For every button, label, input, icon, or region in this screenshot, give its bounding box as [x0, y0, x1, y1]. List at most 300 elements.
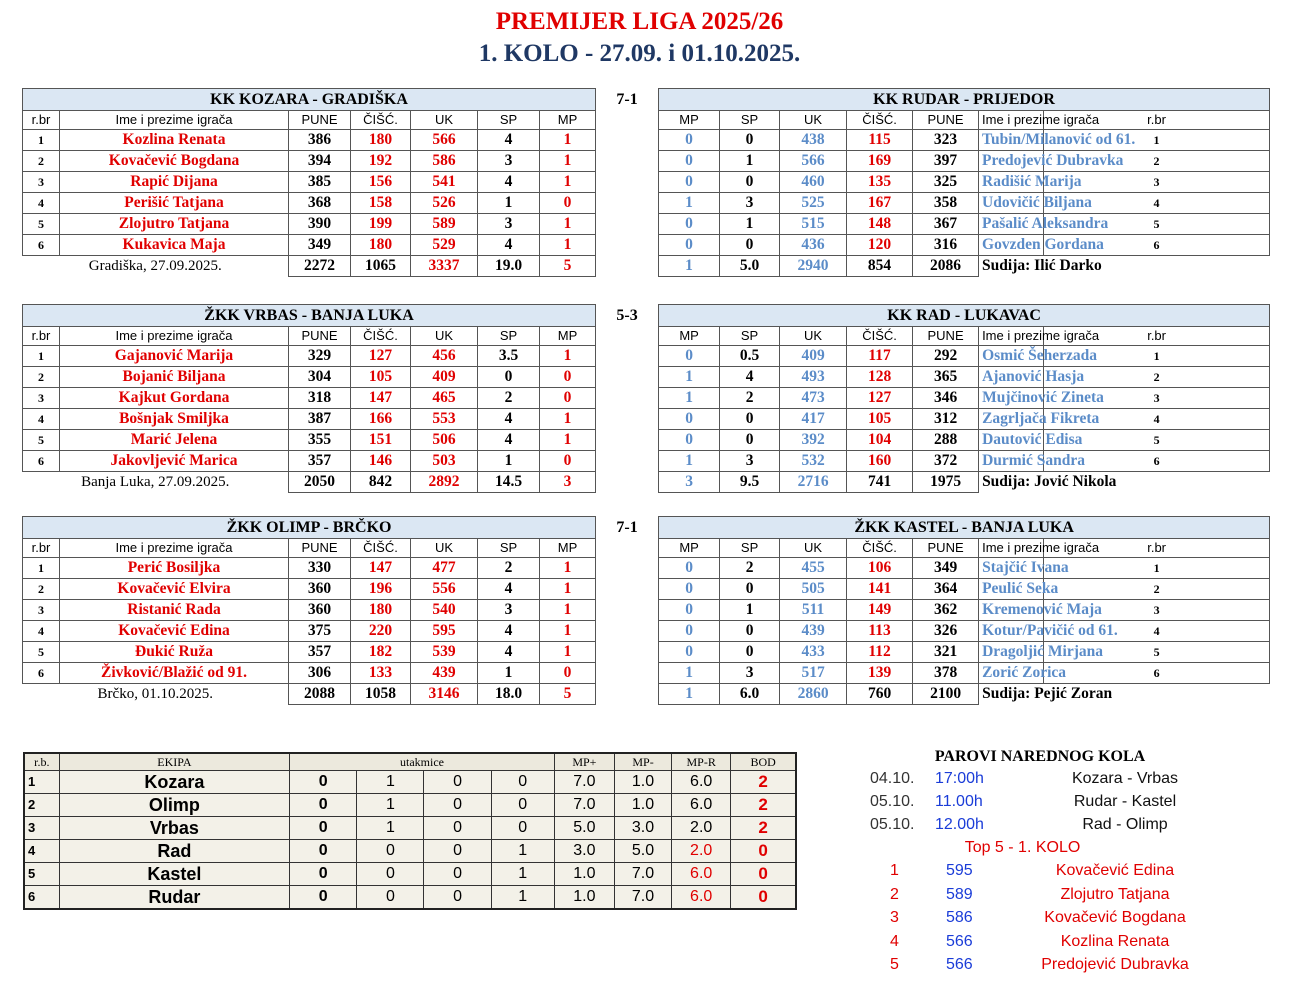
- match-place-date: Brčko, 01.10.2025.: [97, 686, 213, 703]
- pair-time: 12.00h: [935, 816, 984, 833]
- col-header-left: SP: [478, 327, 540, 346]
- match-place-date: Gradiška, 27.09.2025.: [88, 258, 222, 275]
- col-header-right: Ime i prezime igrača: [979, 327, 1044, 346]
- standing-played-3: 0: [424, 794, 491, 817]
- player-number-left: 3: [23, 172, 60, 193]
- total-mp-home: 5: [540, 684, 596, 705]
- match-header: [23, 517, 1308, 539]
- player-name-away: Peulić Seka: [979, 579, 1044, 600]
- total-cisc-home: 1058: [351, 684, 411, 705]
- col-header-left: PUNE: [289, 327, 351, 346]
- sp-home: 3: [478, 151, 540, 172]
- uk-home: 456: [411, 346, 478, 367]
- cisc-home: 156: [351, 172, 411, 193]
- col-header-left: PUNE: [289, 111, 351, 130]
- standing-mp-r: 6.0: [672, 794, 731, 817]
- standing-rank: 5: [24, 863, 59, 886]
- uk-home: 540: [411, 600, 478, 621]
- player-row: [23, 409, 1308, 430]
- mp-away: 1: [659, 388, 720, 409]
- total-sp-home: 18.0: [478, 684, 540, 705]
- standing-mp-minus: 1.0: [614, 771, 671, 794]
- player-row: [23, 558, 1308, 579]
- uk-away: 439: [780, 621, 847, 642]
- pair-date: 04.10.: [870, 770, 915, 787]
- result-spacer: [596, 111, 659, 130]
- player-number-right: 1: [1044, 346, 1270, 367]
- sp-home: 4: [478, 409, 540, 430]
- cisc-home: 127: [351, 346, 411, 367]
- player-number-left: 5: [23, 430, 60, 451]
- total-uk-home: 3146: [411, 684, 478, 705]
- sp-away: 0: [720, 130, 780, 151]
- match-place-date: Banja Luka, 27.09.2025.: [81, 474, 230, 491]
- cisc-home: 180: [351, 130, 411, 151]
- player-number-right: 3: [1044, 388, 1270, 409]
- player-row: [23, 367, 1308, 388]
- player-number-left: 4: [23, 621, 60, 642]
- pune-away: 288: [913, 430, 979, 451]
- col-header-right: SP: [720, 111, 780, 130]
- cisc-home: 199: [351, 214, 411, 235]
- total-cisc-away: 854: [847, 256, 913, 277]
- col-header-right: r.br: [1044, 327, 1270, 346]
- standing-mp-r: 6.0: [672, 863, 731, 886]
- player-name-home: Kajkut Gordana: [60, 388, 289, 409]
- result-spacer: [596, 130, 659, 151]
- standing-rank: 4: [24, 840, 59, 863]
- column-headers: [23, 539, 1308, 558]
- mp-home: 0: [540, 388, 596, 409]
- uk-away: 473: [780, 388, 847, 409]
- result-spacer: [596, 684, 659, 705]
- player-number-left: 2: [23, 151, 60, 172]
- player-number-right: 1: [1044, 558, 1270, 579]
- player-row: [23, 621, 1308, 642]
- col-header-left: SP: [478, 539, 540, 558]
- mp-away: 0: [659, 430, 720, 451]
- uk-away: 438: [780, 130, 847, 151]
- total-cisc-home: 1065: [351, 256, 411, 277]
- mp-home: 1: [540, 642, 596, 663]
- standing-played-2: 1: [357, 771, 424, 794]
- standing-mp-minus: 3.0: [614, 817, 671, 840]
- player-number-right: 3: [1044, 172, 1270, 193]
- match-judge: Sudija: Ilić Darko: [982, 257, 1102, 275]
- result-spacer: [596, 151, 659, 172]
- standing-played-3: 0: [424, 840, 491, 863]
- col-header-right: r.br: [1044, 111, 1270, 130]
- pune-home: 355: [289, 430, 351, 451]
- mp-home: 0: [540, 193, 596, 214]
- match-table: [22, 304, 1308, 493]
- standing-mp-plus: 1.0: [554, 863, 614, 886]
- col-header-right: PUNE: [913, 327, 979, 346]
- standing-played-4: 1: [491, 863, 554, 886]
- next-round-pairs: [860, 770, 1220, 839]
- result-spacer: [596, 214, 659, 235]
- sp-home: 2: [478, 558, 540, 579]
- next-pair: [860, 770, 1220, 793]
- total-mp-home: 5: [540, 256, 596, 277]
- player-name-away: Stajčić Ivana: [979, 558, 1044, 579]
- mp-home: 1: [540, 621, 596, 642]
- sp-home: 4: [478, 430, 540, 451]
- result-spacer: [596, 327, 659, 346]
- col-header-left: MP: [540, 539, 596, 558]
- player-number-right: 6: [1044, 235, 1270, 256]
- cisc-away: 117: [847, 346, 913, 367]
- col-header-right: MP: [659, 327, 720, 346]
- header-mp-r: MP-R: [672, 753, 731, 771]
- result-spacer: [596, 172, 659, 193]
- standing-played-4: 0: [491, 817, 554, 840]
- cisc-away: 120: [847, 235, 913, 256]
- standing-bod: 2: [731, 794, 796, 817]
- cisc-home: 158: [351, 193, 411, 214]
- player-number-right: 6: [1044, 663, 1270, 684]
- mp-home: 1: [540, 151, 596, 172]
- totals-row: [23, 472, 1308, 493]
- top5-score: 586: [946, 909, 973, 926]
- match-result: 7-1: [596, 89, 659, 111]
- sp-away: 1: [720, 151, 780, 172]
- cisc-away: 169: [847, 151, 913, 172]
- pair-match: Kozara - Vrbas: [1071, 770, 1179, 787]
- cisc-home: 196: [351, 579, 411, 600]
- cisc-home: 180: [351, 235, 411, 256]
- top5-name: Kovačević Edina: [1055, 862, 1175, 879]
- home-team-title: ŽKK VRBAS - BANJA LUKA: [23, 305, 596, 327]
- top5-name: Kozlina Renata: [1060, 932, 1170, 950]
- uk-home: 465: [411, 388, 478, 409]
- top5-rank: 4: [890, 932, 899, 950]
- pune-home: 357: [289, 451, 351, 472]
- sp-away: 2: [720, 388, 780, 409]
- total-sp-away: 6.0: [720, 684, 780, 705]
- player-name-home: Kovačević Bogdana: [60, 151, 289, 172]
- pune-home: 349: [289, 235, 351, 256]
- uk-away: 532: [780, 451, 847, 472]
- total-pune-home: 2050: [289, 472, 351, 493]
- col-header-left: r.br: [23, 327, 60, 346]
- player-name-away: Durmić Sandra: [979, 451, 1044, 472]
- uk-home: 539: [411, 642, 478, 663]
- cisc-home: 151: [351, 430, 411, 451]
- uk-away: 409: [780, 346, 847, 367]
- column-headers: [23, 111, 1308, 130]
- cisc-away: 135: [847, 172, 913, 193]
- mp-away: 0: [659, 235, 720, 256]
- total-uk-away: 2716: [780, 472, 847, 493]
- total-uk-home: 2892: [411, 472, 478, 493]
- pune-home: 306: [289, 663, 351, 684]
- header-utakmice: utakmice: [290, 753, 555, 771]
- top5-name: Kovačević Bogdana: [1044, 909, 1186, 926]
- total-cisc-away: 760: [847, 684, 913, 705]
- top5-list: [860, 862, 1220, 980]
- player-name-home: Perišić Tatjana: [60, 193, 289, 214]
- pune-away: 364: [913, 579, 979, 600]
- col-header-right: ČIŠĆ.: [847, 327, 913, 346]
- next-pair: [860, 816, 1220, 839]
- pune-away: 321: [913, 642, 979, 663]
- sp-away: 0: [720, 579, 780, 600]
- sp-home: 4: [478, 130, 540, 151]
- cisc-away: 160: [847, 451, 913, 472]
- total-pune-away: 1975: [913, 472, 979, 493]
- player-number-right: 4: [1044, 621, 1270, 642]
- next-round-title: PAROVI NAREDNOG KOLA: [934, 748, 1146, 765]
- player-name-away: Dautović Edisa: [979, 430, 1044, 451]
- player-number-left: 6: [23, 663, 60, 684]
- total-sp-home: 14.5: [478, 472, 540, 493]
- mp-away: 1: [659, 193, 720, 214]
- mp-home: 1: [540, 214, 596, 235]
- uk-home: 477: [411, 558, 478, 579]
- standing-team: Kastel: [59, 863, 290, 886]
- player-row: [23, 642, 1308, 663]
- uk-away: 392: [780, 430, 847, 451]
- sp-away: 0: [720, 235, 780, 256]
- col-header-left: ČIŠĆ.: [351, 111, 411, 130]
- standing-mp-minus: 7.0: [614, 863, 671, 886]
- player-number-right: 2: [1044, 579, 1270, 600]
- col-header-left: Ime i prezime igrača: [60, 327, 289, 346]
- cisc-away: 104: [847, 430, 913, 451]
- player-name-away: Pašalić Aleksandra: [979, 214, 1044, 235]
- uk-home: 541: [411, 172, 478, 193]
- col-header-left: r.br: [23, 539, 60, 558]
- total-mp-home: 3: [540, 472, 596, 493]
- cisc-away: 115: [847, 130, 913, 151]
- sp-away: 0: [720, 430, 780, 451]
- mp-home: 1: [540, 235, 596, 256]
- cisc-away: 112: [847, 642, 913, 663]
- player-number-left: 2: [23, 367, 60, 388]
- totals-row: [23, 684, 1308, 705]
- pune-away: 362: [913, 600, 979, 621]
- player-name-home: Marić Jelena: [60, 430, 289, 451]
- standing-rank: 2: [24, 794, 59, 817]
- pune-away: 349: [913, 558, 979, 579]
- col-header-left: UK: [411, 327, 478, 346]
- player-name-home: Đukić Ruža: [60, 642, 289, 663]
- player-name-home: Perić Bosiljka: [60, 558, 289, 579]
- standing-played-2: 0: [357, 840, 424, 863]
- away-team-title: KK RUDAR - PRIJEDOR: [659, 89, 1270, 111]
- standing-mp-plus: 7.0: [554, 771, 614, 794]
- pune-home: 318: [289, 388, 351, 409]
- standing-played-1: 0: [290, 840, 357, 863]
- result-spacer: [596, 367, 659, 388]
- col-header-left: r.br: [23, 111, 60, 130]
- page-subtitle: 1. KOLO - 27.09. i 01.10.2025.: [478, 40, 801, 67]
- pune-away: 358: [913, 193, 979, 214]
- player-name-away: Mujčinović Zineta: [979, 388, 1044, 409]
- col-header-right: ČIŠĆ.: [847, 539, 913, 558]
- result-spacer: [596, 472, 659, 493]
- col-header-right: ČIŠĆ.: [847, 111, 913, 130]
- cisc-home: 192: [351, 151, 411, 172]
- player-name-home: Kozlina Renata: [60, 130, 289, 151]
- mp-away: 0: [659, 579, 720, 600]
- uk-away: 517: [780, 663, 847, 684]
- sp-home: 1: [478, 663, 540, 684]
- sp-home: 4: [478, 235, 540, 256]
- standing-played-1: 0: [290, 794, 357, 817]
- mp-home: 0: [540, 663, 596, 684]
- player-name-away: Ajanović Hasja: [979, 367, 1044, 388]
- sp-away: 2: [720, 558, 780, 579]
- next-round-panel: [860, 748, 1220, 980]
- pune-away: 372: [913, 451, 979, 472]
- result-spacer: [596, 621, 659, 642]
- mp-home: 1: [540, 430, 596, 451]
- col-header-right: UK: [780, 539, 847, 558]
- sp-away: 4: [720, 367, 780, 388]
- sp-away: 3: [720, 663, 780, 684]
- standing-team: Olimp: [59, 794, 290, 817]
- top5-name: Zlojutro Tatjana: [1060, 885, 1170, 903]
- standing-played-4: 1: [491, 840, 554, 863]
- player-name-home: Živković/Blažić od 91.: [60, 663, 289, 684]
- player-number-left: 1: [23, 558, 60, 579]
- result-spacer: [596, 558, 659, 579]
- top5-score: 566: [946, 932, 973, 950]
- sp-away: 1: [720, 214, 780, 235]
- pune-home: 385: [289, 172, 351, 193]
- cisc-home: 166: [351, 409, 411, 430]
- col-header-right: Ime i prezime igrača: [979, 111, 1044, 130]
- player-row: [23, 130, 1308, 151]
- sp-home: 4: [478, 172, 540, 193]
- pair-match: Rad - Olimp: [1082, 816, 1168, 833]
- pune-away: 378: [913, 663, 979, 684]
- cisc-away: 113: [847, 621, 913, 642]
- sp-home: 3: [478, 600, 540, 621]
- col-header-left: MP: [540, 327, 596, 346]
- standings-row: [24, 794, 796, 817]
- result-spacer: [596, 600, 659, 621]
- uk-home: 556: [411, 579, 478, 600]
- standing-mp-r: 2.0: [672, 840, 731, 863]
- uk-home: 595: [411, 621, 478, 642]
- result-spacer: [596, 430, 659, 451]
- match-judge: Sudija: Pejić Zoran: [982, 685, 1113, 703]
- match-table: [22, 516, 1308, 705]
- player-name-away: Kremenović Maja: [979, 600, 1044, 621]
- uk-home: 566: [411, 130, 478, 151]
- standing-played-4: 0: [491, 771, 554, 794]
- player-row: [23, 600, 1308, 621]
- uk-away: 505: [780, 579, 847, 600]
- sp-home: 1: [478, 193, 540, 214]
- total-uk-home: 3337: [411, 256, 478, 277]
- player-number-left: 3: [23, 388, 60, 409]
- player-number-right: 6: [1044, 451, 1270, 472]
- header-team: EKIPA: [59, 753, 290, 771]
- cisc-away: 139: [847, 663, 913, 684]
- pune-home: 387: [289, 409, 351, 430]
- standing-mp-plus: 7.0: [554, 794, 614, 817]
- result-spacer: [596, 642, 659, 663]
- sp-home: 0: [478, 367, 540, 388]
- player-number-left: 1: [23, 130, 60, 151]
- standing-team: Vrbas: [59, 817, 290, 840]
- standing-played-3: 0: [424, 886, 491, 910]
- top5-score: 566: [946, 956, 973, 973]
- cisc-away: 141: [847, 579, 913, 600]
- player-number-left: 4: [23, 193, 60, 214]
- total-pune-home: 2088: [289, 684, 351, 705]
- page-title: PREMIJER LIGA 2025/26: [495, 8, 784, 35]
- mp-home: 1: [540, 172, 596, 193]
- result-spacer: [596, 579, 659, 600]
- player-name-home: Kukavica Maja: [60, 235, 289, 256]
- standing-mp-plus: 5.0: [554, 817, 614, 840]
- player-name-home: Bošnjak Smiljka: [60, 409, 289, 430]
- standing-played-2: 1: [357, 817, 424, 840]
- header-mp-plus: MP+: [554, 753, 614, 771]
- standings-header: [24, 753, 796, 771]
- top5-title: Top 5 - 1. KOLO: [964, 839, 1081, 856]
- uk-away: 436: [780, 235, 847, 256]
- next-pair: [860, 793, 1220, 816]
- standing-mp-plus: 3.0: [554, 840, 614, 863]
- pune-away: 323: [913, 130, 979, 151]
- top5-rank: 2: [890, 885, 899, 903]
- total-cisc-home: 842: [351, 472, 411, 493]
- standing-bod: 2: [731, 771, 796, 794]
- standings-row: [24, 863, 796, 886]
- header-bod: BOD: [731, 753, 796, 771]
- total-cisc-away: 741: [847, 472, 913, 493]
- uk-away: 511: [780, 600, 847, 621]
- result-spacer: [596, 451, 659, 472]
- col-header-right: r.br: [1044, 539, 1270, 558]
- cisc-home: 182: [351, 642, 411, 663]
- match-header: [23, 89, 1308, 111]
- uk-home: 409: [411, 367, 478, 388]
- uk-home: 439: [411, 663, 478, 684]
- pune-home: 330: [289, 558, 351, 579]
- player-number-left: 5: [23, 642, 60, 663]
- player-number-right: 4: [1044, 409, 1270, 430]
- pune-home: 357: [289, 642, 351, 663]
- top5-row: [860, 862, 1220, 886]
- cisc-away: 127: [847, 388, 913, 409]
- pune-home: 304: [289, 367, 351, 388]
- total-sp-home: 19.0: [478, 256, 540, 277]
- player-name-home: Kovačević Elvira: [60, 579, 289, 600]
- result-spacer: [596, 193, 659, 214]
- standing-bod: 0: [731, 840, 796, 863]
- player-number-right: 5: [1044, 642, 1270, 663]
- total-mp-away: 1: [659, 256, 720, 277]
- match-table: [22, 88, 1308, 277]
- cisc-away: 149: [847, 600, 913, 621]
- header-rb: r.b.: [24, 753, 59, 771]
- match-judge: Sudija: Jović Nikola: [982, 473, 1117, 491]
- totals-row: [23, 256, 1308, 277]
- player-number-right: 5: [1044, 214, 1270, 235]
- col-header-left: SP: [478, 111, 540, 130]
- cisc-home: 147: [351, 558, 411, 579]
- mp-away: 0: [659, 151, 720, 172]
- col-header-left: UK: [411, 111, 478, 130]
- standing-team: Kozara: [59, 771, 290, 794]
